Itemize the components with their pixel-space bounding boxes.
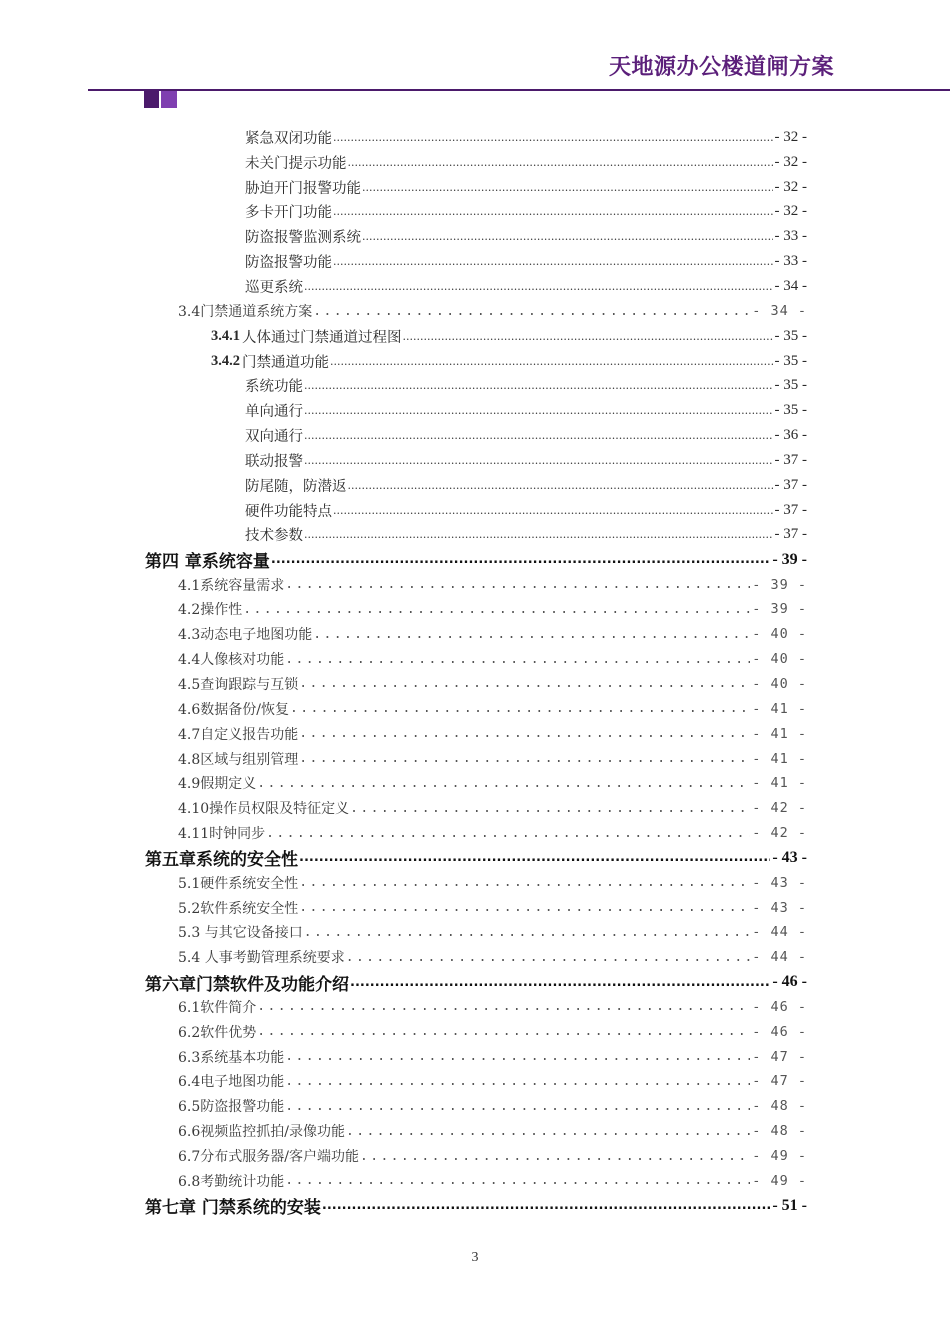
- toc-entry[interactable]: [0, 523, 950, 548]
- toc-entry[interactable]: [0, 398, 950, 423]
- toc-entry-page: - 37 -: [774, 451, 807, 468]
- toc-leader-dots: [313, 627, 750, 642]
- toc-leader-dots: [333, 205, 773, 218]
- toc-leader-dots: [333, 504, 773, 517]
- toc-leader-dots: [304, 280, 773, 293]
- toc-entry-page: - 41 -: [752, 750, 807, 767]
- toc-entry[interactable]: [0, 200, 950, 225]
- toc-entry-title: 防盗报警功能: [245, 251, 332, 272]
- toc-entry[interactable]: [0, 1019, 950, 1044]
- toc-entry-title: 6.7分布式服务器/客户端功能: [178, 1146, 359, 1166]
- toc-entry-page: - 49 -: [752, 1172, 807, 1189]
- toc-leader-dots: [304, 528, 773, 541]
- toc-entry-title: 联动报警: [245, 450, 303, 471]
- toc-entry-number: 3.4.1: [211, 327, 240, 344]
- toc-entry-title: 6.8考勤统计功能: [178, 1171, 284, 1191]
- toc-entry[interactable]: [0, 995, 950, 1020]
- document-title: 天地源办公楼道闸方案: [608, 55, 834, 80]
- toc-leader-dots: [403, 330, 773, 343]
- toc-entry-title: 人体通过门禁通道过程图: [242, 326, 402, 347]
- toc-entry-title: 4.3动态电子地图功能: [178, 624, 312, 644]
- toc-leader-dots: [350, 801, 750, 816]
- toc-leader-dots: [333, 255, 773, 268]
- toc-entry[interactable]: [0, 721, 950, 746]
- toc-leader-dots: [257, 1024, 750, 1039]
- toc-entry-title: 6.5防盗报警功能: [178, 1096, 284, 1116]
- toc-entry-page: - 35 -: [774, 377, 807, 394]
- toc-entry[interactable]: [0, 1094, 950, 1119]
- toc-leader-dots: [257, 776, 750, 791]
- toc-leader-dots: [362, 181, 773, 194]
- toc-entry[interactable]: [0, 870, 950, 895]
- toc-leader-dots: [243, 602, 750, 617]
- toc-entry-page: - 44 -: [752, 924, 807, 941]
- toc-entry-number: 3.4.2: [211, 352, 240, 369]
- toc-entry-page: - 40 -: [752, 626, 807, 643]
- toc-entry-title: 4.1系统容量需求: [178, 575, 284, 595]
- toc-entry-title: 4.9假期定义: [178, 773, 256, 793]
- toc-entry-title: 系统功能: [245, 375, 303, 396]
- toc-entry[interactable]: [0, 647, 950, 672]
- toc-entry[interactable]: [0, 1119, 950, 1144]
- toc-leader-dots: [304, 379, 773, 392]
- toc-entry-page: - 41 -: [752, 775, 807, 792]
- toc-entry-page: - 32 -: [774, 203, 807, 220]
- toc-leader-dots: [290, 701, 750, 716]
- toc-entry-title: 4.7自定义报告功能: [178, 724, 298, 744]
- toc-entry-page: - 46 -: [752, 998, 807, 1015]
- toc-leader-dots: [266, 826, 750, 841]
- header-square-light: [161, 91, 177, 108]
- toc-entry-title: 6.4电子地图功能: [178, 1071, 284, 1091]
- toc-entry[interactable]: [0, 547, 950, 572]
- toc-entry-page: - 37 -: [774, 501, 807, 518]
- toc-entry[interactable]: [0, 945, 950, 970]
- toc-leader-dots: [362, 230, 773, 243]
- toc-leader-dots: [350, 975, 770, 990]
- toc-entry-page: - 35 -: [774, 327, 807, 344]
- toc-leader-dots: [285, 577, 750, 592]
- toc-entry-title: 5.4 人事考勤管理系统要求: [178, 947, 345, 967]
- toc-entry-page: - 35 -: [774, 402, 807, 419]
- toc-entry-title: 6.1软件简介: [178, 997, 256, 1017]
- toc-entry-title: 硬件功能特点: [245, 500, 332, 521]
- toc-entry-title: 4.5查询跟踪与互锁: [178, 674, 298, 694]
- toc-entry-page: - 39 -: [752, 601, 807, 618]
- header-square-dark: [144, 91, 159, 108]
- toc-leader-dots: [304, 404, 773, 417]
- toc-entry-page: - 33 -: [774, 228, 807, 245]
- toc-entry[interactable]: [0, 175, 950, 200]
- toc-entry-title: 多卡开门功能: [245, 201, 332, 222]
- toc-entry-title: 第六章门禁软件及功能介绍: [145, 970, 349, 995]
- toc-entry[interactable]: [0, 1193, 950, 1218]
- toc-entry-page: - 41 -: [752, 725, 807, 742]
- toc-entry-title: 6.2软件优势: [178, 1022, 256, 1042]
- toc-entry-title: 技术参数: [245, 524, 303, 545]
- toc-leader-dots: [304, 454, 773, 467]
- toc-entry[interactable]: [0, 970, 950, 995]
- toc-leader-dots: [271, 552, 770, 567]
- toc-leader-dots: [285, 1049, 750, 1064]
- toc-entry[interactable]: [0, 125, 950, 150]
- toc-leader-dots: [304, 925, 751, 940]
- toc-entry[interactable]: [0, 696, 950, 721]
- toc-entry[interactable]: [0, 1044, 950, 1069]
- toc-leader-dots: [348, 479, 773, 492]
- toc-entry-page: - 35 -: [774, 352, 807, 369]
- toc-entry[interactable]: [0, 299, 950, 324]
- toc-leader-dots: [299, 875, 750, 890]
- toc-entry[interactable]: [0, 920, 950, 945]
- toc-entry[interactable]: [0, 150, 950, 175]
- toc-leader-dots: [346, 1124, 750, 1139]
- toc-entry-page: - 40 -: [752, 651, 807, 668]
- page-number: 3: [471, 1250, 479, 1265]
- toc-entry-page: - 48 -: [752, 1123, 807, 1140]
- toc-leader-dots: [330, 355, 773, 368]
- toc-leader-dots: [257, 999, 750, 1014]
- toc-entry-page: - 32 -: [774, 128, 807, 145]
- toc-entry-title: 防尾随，防潜返: [245, 475, 347, 496]
- toc-entry-page: - 37 -: [774, 526, 807, 543]
- toc-entry-page: - 34 -: [752, 303, 807, 320]
- toc-entry-page: - 40 -: [752, 675, 807, 692]
- toc-leader-dots: [299, 900, 750, 915]
- toc-leader-dots: [299, 751, 750, 766]
- toc-entry-title: 5.3 与其它设备接口: [178, 922, 303, 942]
- toc-entry-title: 第七章 门禁系统的安装: [145, 1193, 321, 1218]
- toc-leader-dots: [285, 1173, 750, 1188]
- toc-entry-page: - 51 -: [772, 1196, 807, 1214]
- toc-entry-title: 双向通行: [245, 425, 303, 446]
- toc-entry-title: 3.4门禁通道系统方案: [178, 301, 312, 321]
- header-rule: [88, 89, 950, 91]
- toc-entry-title: 第四 章系统容量: [145, 547, 270, 572]
- toc-entry[interactable]: [0, 845, 950, 870]
- toc-entry[interactable]: [0, 423, 950, 448]
- toc-entry-page: - 47 -: [752, 1073, 807, 1090]
- toc-entry-page: - 46 -: [752, 1023, 807, 1040]
- toc-entry-page: - 46 -: [772, 973, 807, 991]
- toc-entry[interactable]: [0, 821, 950, 846]
- toc-leader-dots: [360, 1149, 750, 1164]
- toc-entry[interactable]: [0, 498, 950, 523]
- toc-entry-title: 4.2操作性: [178, 599, 242, 619]
- toc-leader-dots: [299, 676, 750, 691]
- toc-entry[interactable]: [0, 895, 950, 920]
- toc-entry-page: - 33 -: [774, 253, 807, 270]
- toc-leader-dots: [285, 1074, 750, 1089]
- toc-entry[interactable]: [0, 622, 950, 647]
- toc-entry-title: 第五章系统的安全性: [145, 845, 298, 870]
- toc-entry[interactable]: [0, 746, 950, 771]
- toc-leader-dots: [333, 131, 773, 144]
- toc-entry[interactable]: [0, 349, 950, 374]
- toc-entry[interactable]: [0, 771, 950, 796]
- toc-entry-title: 4.4人像核对功能: [178, 649, 284, 669]
- toc-entry-page: - 49 -: [752, 1148, 807, 1165]
- toc-entry-title: 防盗报警监测系统: [245, 226, 361, 247]
- toc-leader-dots: [299, 850, 770, 865]
- toc-leader-dots: [322, 1198, 770, 1213]
- toc-leader-dots: [285, 1099, 750, 1114]
- toc-entry-page: - 43 -: [772, 848, 807, 866]
- toc-entry-title: 4.11时钟同步: [178, 823, 265, 843]
- toc-entry-title: 4.8区域与组别管理: [178, 749, 298, 769]
- toc-entry[interactable]: [0, 224, 950, 249]
- toc-entry[interactable]: [0, 249, 950, 274]
- toc-entry-page: - 44 -: [752, 949, 807, 966]
- toc-entry[interactable]: [0, 473, 950, 498]
- toc-entry-title: 紧急双闭功能: [245, 127, 332, 148]
- toc-entry[interactable]: [0, 1144, 950, 1169]
- toc-entry-title: 胁迫开门报警功能: [245, 177, 361, 198]
- toc-entry[interactable]: [0, 1069, 950, 1094]
- toc-entry[interactable]: [0, 324, 950, 349]
- toc-entry[interactable]: [0, 1168, 950, 1193]
- toc-entry[interactable]: [0, 672, 950, 697]
- toc-entry-page: - 32 -: [774, 153, 807, 170]
- toc-entry[interactable]: [0, 373, 950, 398]
- toc-leader-dots: [346, 950, 751, 965]
- toc-leader-dots: [348, 156, 773, 169]
- toc-entry-title: 5.1硬件系统安全性: [178, 873, 298, 893]
- toc-leader-dots: [285, 652, 750, 667]
- toc-entry-title: 未关门提示功能: [245, 152, 347, 173]
- toc-entry-page: - 42 -: [752, 825, 807, 842]
- toc-entry-page: - 42 -: [752, 800, 807, 817]
- toc-entry[interactable]: [0, 572, 950, 597]
- toc-entry-title: 巡更系统: [245, 276, 303, 297]
- table-of-contents: [0, 125, 950, 1218]
- toc-entry-title: 6.3系统基本功能: [178, 1047, 284, 1067]
- toc-entry-page: - 32 -: [774, 178, 807, 195]
- toc-leader-dots: [299, 726, 750, 741]
- toc-leader-dots: [313, 304, 750, 319]
- toc-entry[interactable]: [0, 448, 950, 473]
- toc-entry-title: 4.10操作员权限及特征定义: [178, 798, 349, 818]
- toc-leader-dots: [304, 429, 773, 442]
- toc-entry-title: 门禁通道功能: [242, 351, 329, 372]
- toc-entry-title: 6.6视频监控抓拍/录像功能: [178, 1121, 345, 1141]
- toc-entry-title: 5.2软件系统安全性: [178, 898, 298, 918]
- toc-entry[interactable]: [0, 597, 950, 622]
- toc-entry-page: - 43 -: [752, 874, 807, 891]
- toc-entry-title: 单向通行: [245, 400, 303, 421]
- toc-entry-page: - 39 -: [772, 550, 807, 568]
- toc-entry-page: - 41 -: [752, 700, 807, 717]
- toc-entry-page: - 37 -: [774, 476, 807, 493]
- toc-entry[interactable]: [0, 796, 950, 821]
- toc-entry-page: - 36 -: [774, 427, 807, 444]
- toc-entry-title: 4.6数据备份/恢复: [178, 699, 289, 719]
- toc-entry-page: - 39 -: [752, 576, 807, 593]
- toc-entry-page: - 47 -: [752, 1048, 807, 1065]
- toc-entry-page: - 43 -: [752, 899, 807, 916]
- toc-entry-page: - 34 -: [774, 277, 807, 294]
- toc-entry[interactable]: [0, 274, 950, 299]
- toc-entry-page: - 48 -: [752, 1098, 807, 1115]
